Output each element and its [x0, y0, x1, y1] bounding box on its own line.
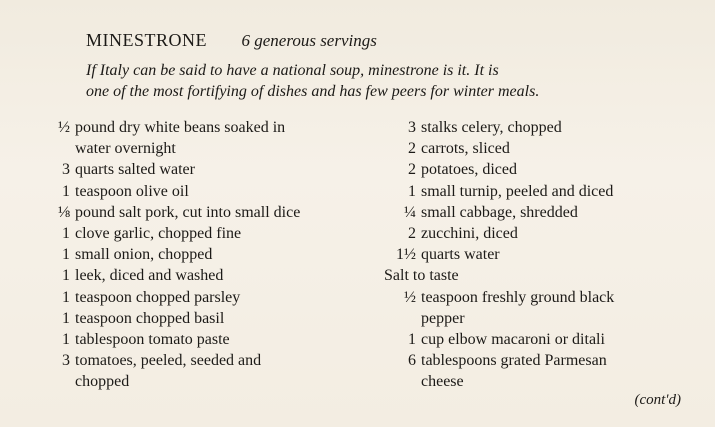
ingredient-line: [44, 308, 374, 329]
ingredient-quantity: 3: [408, 119, 416, 136]
ingredient-line: [44, 159, 374, 180]
ingredient-text: small cabbage, shredded: [421, 203, 578, 221]
ingredient-text: small onion, chopped: [75, 246, 213, 264]
ingredient-text: quarts water: [421, 246, 500, 264]
ingredient-line: [384, 202, 704, 223]
ingredient-quantity: 1: [62, 288, 70, 306]
ingredient-quantity: 1: [62, 225, 70, 243]
ingredient-quantity: 3: [62, 161, 70, 179]
ingredient-line: [384, 371, 704, 392]
ingredient-line: [44, 223, 374, 244]
ingredient-quantity: [384, 308, 421, 329]
ingredient-quantity: 6: [408, 352, 416, 370]
ingredient-text: pound salt pork, cut into small dice: [75, 203, 301, 221]
ingredient-text: Salt to taste: [384, 267, 459, 285]
ingredient-quantity: ¼: [404, 203, 416, 221]
ingredient-text: tablespoon tomato paste: [75, 331, 230, 349]
ingredient-quantity: 1½: [396, 246, 416, 264]
ingredient-quantity: 1: [62, 331, 70, 349]
ingredient-line: [384, 159, 704, 180]
ingredient-quantity: [44, 371, 75, 392]
ingredient-quantity: ½: [404, 288, 416, 306]
ingredient-line: [44, 371, 374, 392]
ingredient-quantity: 1: [408, 182, 416, 200]
ingredient-line: [44, 329, 374, 350]
ingredients-right-column: [384, 117, 704, 393]
ingredient-line: [384, 244, 704, 265]
ingredient-line: [384, 181, 704, 202]
ingredient-text: tomatoes, peeled, seeded and: [75, 352, 262, 370]
ingredient-line: [44, 287, 374, 308]
ingredient-quantity: 3: [62, 352, 70, 370]
ingredient-text: tablespoons grated Parmesan: [421, 352, 607, 370]
ingredient-quantity: ½: [58, 119, 70, 136]
ingredient-quantity: 1: [62, 246, 70, 264]
ingredient-text: carrots, sliced: [421, 140, 510, 158]
ingredient-line: [384, 350, 704, 371]
ingredient-text: teaspoon olive oil: [75, 182, 189, 200]
ingredient-quantity: 1: [62, 182, 70, 200]
ingredient-line: [44, 350, 374, 371]
ingredient-text: cup elbow macaroni or ditali: [421, 331, 605, 349]
ingredient-quantity: 2: [408, 225, 416, 243]
intro-line: If Italy can be said to have a national soup, minestrone is it. It is: [86, 62, 499, 79]
ingredient-text: clove garlic, chopped fine: [75, 225, 242, 243]
ingredient-line: [44, 244, 374, 265]
recipe-servings: 6 generous servings: [241, 31, 377, 50]
ingredient-line: [44, 181, 374, 202]
ingredient-quantity: 1: [408, 331, 416, 349]
ingredient-quantity: [44, 138, 75, 159]
ingredient-quantity: 2: [408, 161, 416, 179]
ingredient-text: water overnight: [75, 140, 176, 158]
ingredient-quantity: 2: [408, 140, 416, 158]
ingredient-quantity: 1: [62, 267, 70, 285]
ingredient-text: cheese: [421, 373, 464, 391]
ingredient-text: potatoes, diced: [421, 161, 517, 179]
recipe-title: MINESTRONE: [86, 30, 207, 50]
ingredients-left-column: [44, 117, 374, 393]
ingredient-text: teaspoon freshly ground black: [421, 288, 615, 306]
ingredient-quantity: [384, 371, 421, 392]
ingredient-text: stalks celery, chopped: [421, 119, 562, 136]
recipe-header: [86, 30, 377, 51]
ingredient-quantity: ⅛: [58, 203, 70, 221]
continued-note: (cont'd): [634, 392, 681, 408]
ingredient-line: [384, 329, 704, 350]
ingredient-line: [384, 265, 704, 286]
ingredient-text: quarts salted water: [75, 161, 195, 179]
ingredient-text: zucchini, diced: [421, 225, 518, 243]
ingredient-text: small turnip, peeled and diced: [421, 182, 614, 200]
ingredient-line: [384, 223, 704, 244]
ingredient-text: leek, diced and washed: [75, 267, 224, 285]
ingredient-line: [44, 265, 374, 286]
ingredient-line: [44, 202, 374, 223]
intro-line: one of the most fortifying of dishes and has few peers for winter meals.: [86, 83, 540, 100]
ingredient-line: [384, 308, 704, 329]
ingredient-text: teaspoon chopped parsley: [75, 288, 241, 306]
ingredient-line: [384, 287, 704, 308]
ingredient-text: chopped: [75, 373, 130, 391]
ingredient-text: teaspoon chopped basil: [75, 309, 225, 327]
ingredient-line: [44, 138, 374, 159]
ingredient-quantity: 1: [62, 309, 70, 327]
ingredient-line: [44, 117, 374, 138]
recipe-intro: [86, 60, 606, 102]
ingredient-text: pepper: [421, 309, 465, 327]
ingredient-text: pound dry white beans soaked in: [75, 119, 286, 136]
ingredient-line: [384, 117, 704, 138]
ingredient-line: [384, 138, 704, 159]
